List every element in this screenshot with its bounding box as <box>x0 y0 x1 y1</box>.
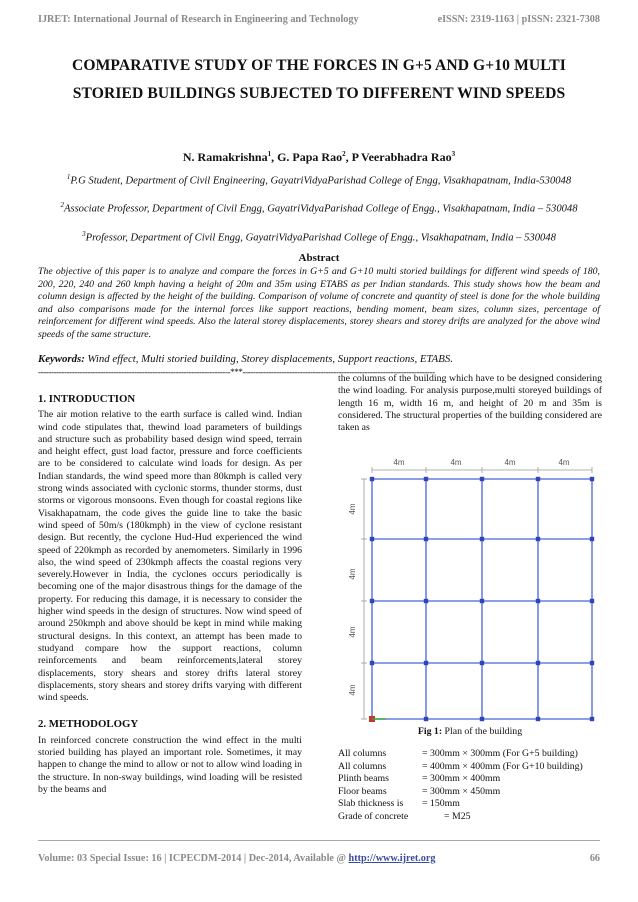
affiliation-1: $^1$P.G Student, Department of Civil Engineering, GayatriVidyaParishad College of Engg, Visakhapatnam, India-530048 <box>66 173 572 187</box>
title-line-1: COMPARATIVE STUDY OF THE FORCES IN G+5 AND G+10 MULTI <box>72 57 566 74</box>
column-node <box>424 661 428 665</box>
left-span-label-2: 4m <box>348 568 357 580</box>
author-list: N. Ramakrishna$^1$, G. Papa Rao$^2$, P Veerabhadra Rao$^3$ <box>182 150 456 164</box>
column-node <box>370 477 374 481</box>
figure-caption-text: Plan of the building <box>444 726 523 737</box>
affiliation-2: $^2$Associate Professor, Department of Civil Engg, GayatriVidyaParishad College of Engg., Visakhapatnam, India – 530048 <box>60 201 578 215</box>
abstract-text: The objective of this paper is to analyze and compare the forces in G+5 and G+10 multi storied buildings for different wind speeds of 180, 200, 220, 240 and 260 kmph having a height of 20m and 35m using ETABS as per Indian standards. This study shows how the beam and column design is affected by the height of the building. Comparison of volume of concrete and quantity of steel is done for the whole building and also comparisons made for the internal forces like support reactions, bending moment, beam sizes, column sizes, percentage of reinforcement for different wind speeds. Also the lateral storey displacements, storey shears and storey drifts are analyzed for the above wind speeds of the same structure. <box>38 266 600 340</box>
column-node <box>480 477 484 481</box>
footer-rule <box>38 840 600 841</box>
top-span-label-4: 4m <box>558 458 570 467</box>
journal-link[interactable]: http://www.ijret.org <box>348 853 436 864</box>
property-row: Plinth beams = 300mm × 400mm <box>338 773 501 785</box>
footer-info: Volume: 03 Special Issue: 16 | ICPECDM-2014 | Dec-2014, Available @ http://www.ijret.org <box>38 853 436 864</box>
column-node <box>536 661 540 665</box>
author-1: N. Ramakrishna <box>182 150 268 164</box>
column-node <box>370 599 374 603</box>
column-node <box>590 599 594 603</box>
abstract-heading: Abstract <box>298 252 340 264</box>
column-node <box>424 537 428 541</box>
title-line-2: STORIED BUILDINGS SUBJECTED TO DIFFERENT WIND SPEEDS <box>72 85 566 102</box>
property-row: Floor beams = 300mm × 450mm <box>338 785 501 797</box>
paper-title <box>28 52 610 108</box>
keywords-label: Keywords: <box>38 353 85 365</box>
column-node <box>424 717 428 721</box>
methodology-text: In reinforced concrete construction the wind effect in the multi storied building has played an important role. Sometimes, it may happen to change the mind to allow or not to allow wind loading in the structure. In non-sway buildings, wind loading will be resisted by the beams and <box>38 734 302 795</box>
author-2-sup: 2 <box>342 150 346 158</box>
column-node <box>480 599 484 603</box>
left-span-label-3: 4m <box>348 626 357 638</box>
methodology-heading: 2. METHODOLOGY <box>38 718 139 731</box>
property-row: All columns = 300mm × 300mm (For G+5 building) <box>338 748 578 759</box>
origin-marker <box>369 716 386 722</box>
property-row: Grade of concrete = M25 <box>338 810 471 822</box>
left-column <box>38 393 302 796</box>
building-plan-figure <box>348 457 600 727</box>
left-span-label-1: 4m <box>348 503 357 515</box>
introduction-heading: 1. INTRODUCTION <box>38 393 136 405</box>
column-node <box>536 599 540 603</box>
running-footer <box>38 853 600 864</box>
column-node <box>536 537 540 541</box>
structural-properties <box>338 748 583 824</box>
affiliation-3: $^3$Professor, Department of Civil Engg, GayatriVidyaParishad College of Engg., Visakhapatnam, India – 530048 <box>82 230 556 244</box>
property-row: All columns = 400mm × 400mm (For G+10 building) <box>338 760 583 772</box>
column-node <box>536 717 540 721</box>
author-3-sup: 3 <box>451 150 456 158</box>
top-span-label-3: 4m <box>504 458 516 467</box>
journal-name: IJRET: International Journal of Research in Engineering and Technology <box>38 14 359 25</box>
column-node <box>480 537 484 541</box>
figure-caption <box>338 726 602 737</box>
right-column-text: the columns of the building which have to be designed considering the wind loading. For analysis purpose,multi storeyed buildings of length 16 m, width 16 m, and height of 20 m and 35m is considered. The structural properties of the building considered are taken as <box>338 373 602 434</box>
property-row: Slab thickness is = 150mm <box>338 798 460 810</box>
running-header <box>38 14 600 25</box>
section-separator: --------------------------------------------------------------------------***-------------------------------------------------------------------------- <box>38 367 435 377</box>
column-node <box>590 717 594 721</box>
column-node <box>590 537 594 541</box>
column-node <box>590 477 594 481</box>
column-node <box>480 661 484 665</box>
dimension-lines <box>361 467 592 719</box>
author-1-sup: 1 <box>267 150 272 158</box>
issn: eISSN: 2319-1163 | pISSN: 2321-7308 <box>437 14 600 25</box>
introduction-text: The air motion relative to the earth surface is called wind. Indian wind code stipulates that, thewind load parameters of buildings and structure such as probability based design wind speed, terrain and height effect, gust load factor, pressure and force coefficients are to be considered to calculate wind loads for design. As per Indian standards, the wind speed more than 80kmph is called very strong winds associated with cyclonic storms, thunder storms, dust storms or vigorous monsoons. Even though for coastal regions like Visakhapatnam, the code gives the guide line to take the basic wind speed of 50m/s (180kmph) in the view of cyclone resistant design. But recently, the cyclone Hud-Hud experienced the wind speed of 220kmph as recorded by anemometers. Similarly in 1996 also, the wind speed of 230kmph affects the coastal regions very severely.However in India, the cyclones occurs periodically is becoming one of the major disastrous things for the damage of the property. For reducing this damage, it is necessary to consider the higher wind speeds in the design of structures. Now wind speed of around 250kmph and above should be kept in mind while making structural designs. In this context, an attempt has been made to studyand compare how the support reactions, column reinforcements and beam reinforcements,lateral storey displacements, story shears and storey drifts lateral storey displacements, story shears and storey drifts varying with different wind speeds. <box>38 409 302 704</box>
column-node <box>424 599 428 603</box>
top-span-label-1: 4m <box>393 458 405 467</box>
left-span-label-4: 4m <box>348 684 357 696</box>
column-node <box>536 477 540 481</box>
column-node <box>370 661 374 665</box>
column-node <box>424 477 428 481</box>
figure-caption-label: Fig 1: <box>417 726 443 737</box>
top-span-label-2: 4m <box>450 458 462 467</box>
column-node <box>480 717 484 721</box>
column-node <box>370 537 374 541</box>
author-2: G. Papa Rao <box>277 150 343 164</box>
keywords-text: Wind effect, Multi storied building, Storey displacements, Support reactions, ETABS. <box>87 353 453 365</box>
page-number: 66 <box>589 853 600 864</box>
column-node <box>590 661 594 665</box>
keywords <box>38 353 600 365</box>
author-3: P Veerabhadra Rao <box>351 150 452 164</box>
